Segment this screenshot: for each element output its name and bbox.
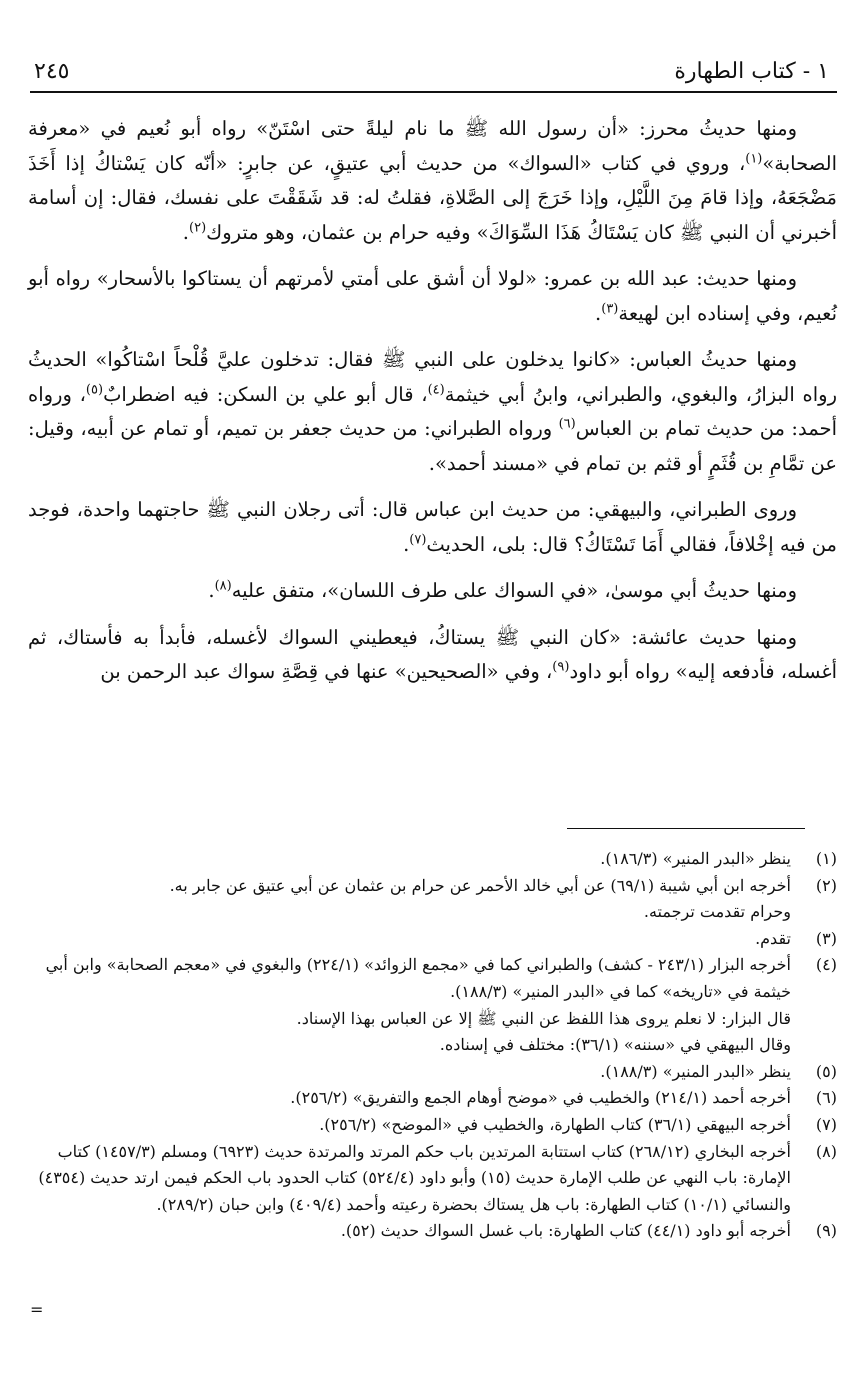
footnote-ref[interactable]: (٥) xyxy=(85,382,104,397)
footnote-ref[interactable]: (٣) xyxy=(601,301,619,316)
running-header xyxy=(30,55,837,93)
paragraph: ومنها حديثُ العباس: «كانوا يدخلون على النبي ﷺ فقال: تدخلون عليَّ قُلْحاً اسْتاكُوا» الحديثُ رواه البزارُ، والبغوي، والطبراني، وابنُ أبي خيثمة$^{(٤)}$، قال أبو علي بن السكن: فيه اضطرابٌ$^{(٥)}$، ورواه أحمد: من حديث تمام بن العباس$^{(٦)}$ ورواه الطبراني: من حديث جعفر بن تميم، أو تمام عن أبيه، وقيل: عن تمَّامِ بن قُثَمٍ أو قثم بن تمام في «مسند أحمد». xyxy=(28,348,837,475)
footnote xyxy=(28,846,837,873)
footnote xyxy=(28,926,837,953)
footnote xyxy=(28,1085,837,1112)
paragraph: ومنها حديثُ محرز: «أن رسول الله ﷺ ما نام ليلةً حتى اسْتَنّ» رواه أبو نُعيم في «معرفة الصحابة»$^{(١)}$، وروي في كتاب «السواك» من حديث أبي عتيقٍ، عن جابرٍ: «أنّه كان يَسْتاكُ إذا أَخَذَ مَضْجَعَهُ، وإذا قامَ مِنَ اللَّيْلِ، وإذا خَرَجَ إلى الصَّلاةِ، فقلتُ له: قد شَقَقْتَ على نفسك، فقال: إن أسامة أخبرني أن النبي ﷺ كان يَسْتَاكُ هَذَا السِّوَاكَ» وفيه حرام بن عثمان، وهو متروك$^{(٢)}$. xyxy=(28,117,837,244)
footnote-ref[interactable]: (٨) xyxy=(214,578,232,594)
footnote-text: ينظر «البدر المنير» (١٨٦/٣). xyxy=(600,849,791,868)
footnote-separator xyxy=(567,828,805,829)
footnote-number: (١) xyxy=(815,849,837,868)
footnote-text: تقدم. xyxy=(755,928,791,948)
footnote xyxy=(28,873,837,926)
footnote-text: أخرجه أبو داود (٤٤/١) كتاب الطهارة: باب غسل السواك حديث (٥٢). xyxy=(340,1221,791,1241)
footnote-text: ينظر «البدر المنير» (١٨٨/٣). xyxy=(600,1061,791,1081)
footnote-ref[interactable]: (٩) xyxy=(552,659,570,675)
paragraph: ومنها حديث: عبد الله بن عمرو: «لولا أن أشق على أمتي لأمرتهم أن يستاكوا بالأسحار» رواه أبو نُعيم، وفي إسناده ابن لهيعة$^{(٣)}$. xyxy=(28,267,837,325)
footnote-ref[interactable]: (٤) xyxy=(427,382,445,397)
footnote-text: قال البزار: لا نعلم يروى هذا اللفظ عن النبي ﷺ إلا عن العباس بهذا الإسناد. xyxy=(296,1008,791,1028)
main-text xyxy=(28,112,837,702)
paragraph: وروى الطبراني، والبيهقي: من حديث ابن عباس قال: أتى رجلان النبي ﷺ حاجتهما واحدة، فوجد من فيه إخْلافاً، فقالي أَمَا تَسْتَاكُ؟ قال: بلى، الحديث$^{(٧)}$. xyxy=(28,498,837,556)
footnote xyxy=(28,1218,837,1245)
footnote-number: (٢) xyxy=(815,875,837,895)
footnote-ref[interactable]: (٧) xyxy=(409,532,427,547)
footnote xyxy=(28,1139,837,1219)
footnote-number: (٩) xyxy=(815,1221,837,1241)
continuation-mark: = xyxy=(30,1300,44,1319)
paragraph: ومنها حديثُ أبي موسىٰ، «في السواك على طرف اللسان»، متفق عليه$^{(٨)}$. xyxy=(208,578,797,602)
footnote-text: أخرجه ابن أبي شيبة (٦٩/١) عن أبي خالد الأحمر عن حرام بن عثمان عن أبي عتيق عن جابر به. xyxy=(169,875,791,895)
footnote xyxy=(28,1112,837,1139)
footnote-number: (٣) xyxy=(815,928,837,948)
footnote-text: أخرجه أحمد (٢١٤/١) والخطيب في «موضح أوهام الجمع والتفريق» (٢٥٦/٢). xyxy=(290,1088,791,1108)
footnote xyxy=(28,1059,837,1086)
footnote xyxy=(28,952,837,1058)
footnote-ref[interactable]: (٢) xyxy=(189,220,207,235)
footnote-text: أخرجه البيهقي (٣٦/١) كتاب الطهارة، والخطيب في «الموضح» (٢٥٦/٢). xyxy=(319,1114,791,1134)
footnote-number: (٦) xyxy=(815,1088,837,1108)
footnote-text: أخرجه البزار (٢٤٣/١ - كشف) والطبراني كما في «مجمع الزوائد» (٢٢٤/١) والبغوي في «معجم الصحابة» وابن أبي خيثمة في «تاريخه» كما في «البدر المنير» (١٨٨/٣). xyxy=(45,955,791,1001)
footnote-number: (٤) xyxy=(815,955,837,975)
footnote-text: وحرام تقدمت ترجمته. xyxy=(643,902,791,922)
footnote-number: (٨) xyxy=(815,1141,837,1161)
footnote-ref[interactable]: (٦) xyxy=(558,416,576,432)
footnotes xyxy=(28,846,837,1245)
footnote-text: أخرجه البخاري (٢٦٨/١٢) كتاب استتابة المرتدين باب حكم المرتد والمرتدة حديث (٦٩٢٣) ومسلم (١٤٥٧/٣) كتاب الإمارة: باب النهي عن طلب الإمارة حديث (١٥) وأبو داود (٥٢٤/٤) كتاب الحدود باب الحكم فيمن ارتد حديث (٤٣٥٤) والنسائي (١٠/١) كتاب الطهارة: باب هل يستاك بحضرة رعيته وأحمد (٤٠٩/٤) وابن حبان (٢٨٩/٢). xyxy=(38,1141,791,1214)
footnote-ref[interactable]: (١) xyxy=(745,151,763,166)
chapter-title: ١ - كتاب الطهارة xyxy=(674,59,829,84)
page-number: ٢٤٥ xyxy=(34,59,70,84)
paragraph: ومنها حديث عائشة: «كان النبي ﷺ يستاكُ، فيعطيني السواك لأغسله، فأبدأ به فأستاك، ثم أغسله، فأدفعه إليه» رواه أبو داود$^{(٩)}$، وفي «الصحيحين» عنها في قِصَّةِ سواك عبد الرحمن بن xyxy=(28,625,837,683)
footnote-number: (٥) xyxy=(815,1061,837,1081)
footnote-number: (٧) xyxy=(815,1114,837,1134)
footnote-text: وقال البيهقي في «سننه» (٣٦/١): مختلف في إسناده. xyxy=(439,1035,791,1055)
